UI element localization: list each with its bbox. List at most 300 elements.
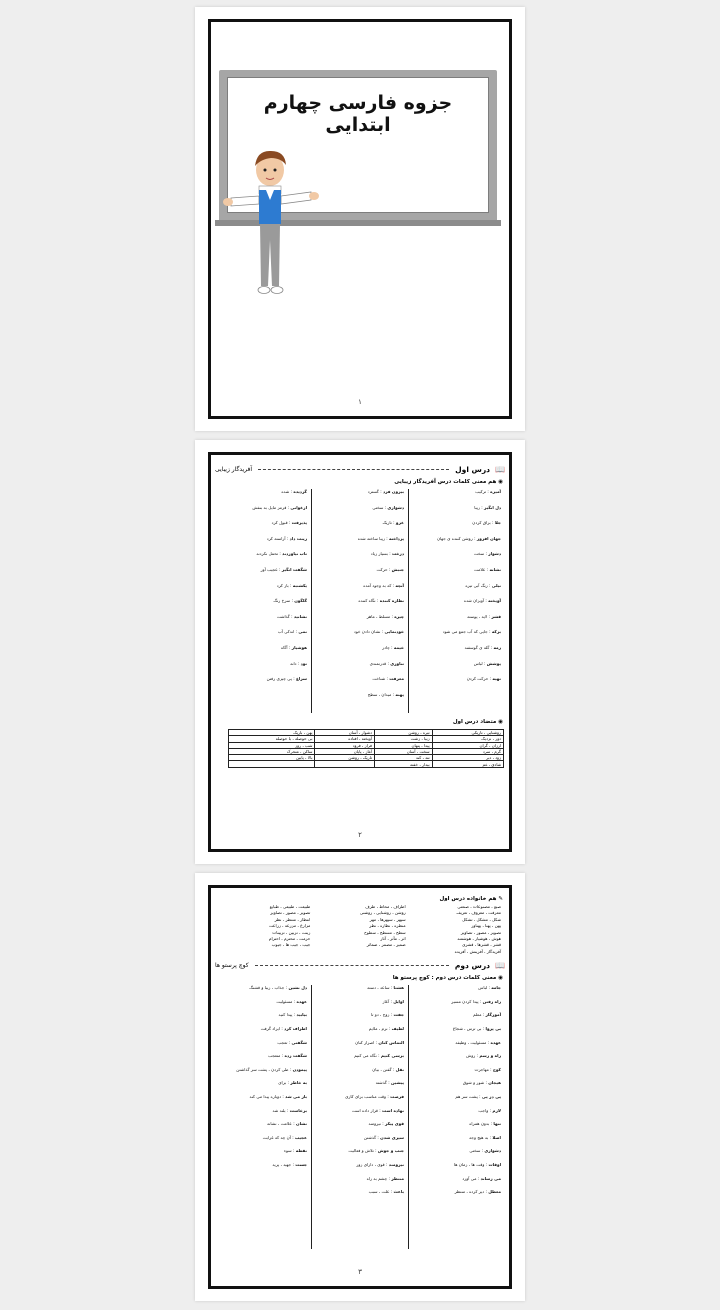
vocab-meaning: نشان دادن خود: [353, 629, 381, 635]
vocab-word: نشانید: [293, 613, 307, 619]
vocab-meaning: سوء: [284, 1148, 292, 1154]
vocab-word: برسی کنیم: [380, 1053, 404, 1059]
vocab-column: [409, 985, 505, 1249]
vocab-word: شگفت زده: [284, 1053, 307, 1059]
vocab-word: اطراف کرد: [284, 1026, 307, 1032]
vocab-word: جست: [295, 1161, 307, 1167]
table-cell: پیدا ، پنهان: [375, 742, 433, 748]
vocab-word: جهان افروز: [476, 535, 501, 541]
vocab-word: جامه: [491, 985, 501, 991]
vocab-entry: تناوری : قدرتمندی: [369, 660, 404, 666]
vocab-entry: بیرون فرد : گسترد: [367, 489, 404, 494]
vocab-entry: قشر : لایه ، پوسته: [467, 613, 501, 619]
vocab-entry: اوقات : وقت ها ، زمان ها: [453, 1161, 501, 1167]
vocab-word: معطل: [488, 1189, 501, 1195]
vocab-entry: نهاده است : قرار داده است: [351, 1107, 404, 1113]
table-cell: روشنایی ، تاریکی: [432, 730, 503, 736]
vocab-word: اوایل: [393, 998, 404, 1004]
vocab-word: شگفتی: [291, 1039, 307, 1045]
table-cell: بالا ، پایین: [229, 755, 315, 761]
vocab-word: نمی: [298, 629, 307, 635]
vocab-meaning: شور و شوق: [462, 1080, 485, 1086]
vocab-meaning: تاریک: [382, 520, 392, 526]
vocab-entry: پهنه : میدان ، سطح: [367, 691, 404, 697]
family-column: [408, 904, 503, 955]
vocab-entry: نیلی : رنگ آبی تیره: [465, 582, 501, 588]
vocab-word: گردیده: [293, 489, 307, 494]
vocab-word: جلا: [494, 520, 501, 526]
vocab-word: خیمه: [393, 644, 404, 650]
vocab-meaning: علامت: [474, 566, 486, 572]
vocab-meaning: حرکت: [376, 566, 388, 572]
vocab-entry: اطراف کرد : ایراد گرفت: [260, 1026, 307, 1032]
vocab-column: [312, 489, 409, 713]
vocab-word: زینت داد: [289, 535, 307, 541]
vocab-entry: دشوار : سخت: [473, 551, 501, 557]
vocab-meaning: ایراد گرفت: [260, 1026, 280, 1032]
vocab-entry: کوچ : مهاجرت: [474, 1066, 501, 1072]
vocab-meaning: زیبا ساخته شده: [357, 535, 385, 541]
vocab-word: برخاست: [289, 1107, 307, 1113]
vocab-entry: پوشش : لباس: [473, 660, 501, 666]
book-icon: 📖: [495, 961, 505, 971]
vocab-column: [215, 489, 312, 713]
vocab-word: بیابید: [296, 1012, 307, 1018]
vocab-meaning: چادر: [382, 644, 390, 650]
family-item: اثر ، مآثر ، آثار: [380, 936, 406, 942]
vocab-meaning: واجب: [478, 1107, 489, 1113]
vocab-entry: لطیف : نرم ، ملایم: [368, 1026, 404, 1032]
vocab-entry: برخاست : بلند شد: [272, 1107, 307, 1113]
vocab-word: نقطه: [295, 1148, 307, 1154]
family-item: حرمت ، محترم ، احترام: [268, 936, 311, 942]
vocab-entry: هشتا : ساعد ، دسته: [367, 985, 404, 991]
table-cell: سخت ، آسان: [375, 748, 433, 754]
vocab-word: پی در پی: [481, 1094, 501, 1099]
vocab-entry: بی پروا : بی ترس ، شجاع: [452, 1026, 501, 1032]
vocab-meaning: پیدا کنید: [278, 1012, 293, 1018]
vocab-entry: پیشین : گذشته: [375, 1080, 404, 1086]
vocab-word: تهیه: [492, 676, 501, 682]
vocab-word: آنچه: [395, 582, 404, 588]
vocab-meaning: چشم به راه: [366, 1175, 388, 1181]
vocab-entry: شگفت زده : متعجب: [268, 1053, 307, 1059]
page-number: ۲: [358, 831, 362, 839]
table-row: [229, 761, 504, 767]
vocab-meaning: دیر کرده ، منتظر: [454, 1189, 485, 1195]
vocab-entry: خیمه : چادر: [382, 644, 404, 650]
vocab-meaning: شناخت: [372, 676, 386, 682]
family-item: شکل ، مشکل ، تشکل: [462, 916, 501, 922]
table-cell: [229, 761, 315, 767]
vocab-entry: برسی کنیم : نگاه می کنیم: [354, 1053, 404, 1059]
table-cell: آغاز ، پایان: [315, 748, 375, 754]
vocab-entry: آنچه : که به وجود آمده: [363, 582, 404, 588]
family-item: پهن ، پهنا ، پهناور: [471, 923, 501, 929]
vocab-word: پیشین: [390, 1080, 404, 1086]
vocab-word: تود: [300, 660, 307, 666]
vocab-word: نیلی: [491, 582, 501, 588]
vocab-entry: نشانید : گذاشت: [276, 613, 307, 619]
vocab-entry: آویخته : آویزان شده: [463, 598, 501, 604]
family-item: انتظار ، منتظر ، نظر: [274, 916, 311, 922]
vocab-word: راه و رسم: [479, 1053, 501, 1059]
vocab-entry: رمه : گله ی گوسفند: [464, 644, 501, 650]
vocab-entry: لازم : واجب: [478, 1107, 501, 1113]
vocab-entry: نمی : اندکی آب: [277, 629, 307, 635]
vocab-entry: منتظر : چشم به راه: [366, 1175, 404, 1181]
vocab-word: پوشش: [486, 660, 501, 666]
vocab-meaning: قوی ، دارای زور: [356, 1161, 385, 1167]
page-frame: [208, 19, 512, 419]
vocab-word: پرداخته: [388, 535, 404, 541]
vocab-entry: می رساند : می آورد: [462, 1175, 501, 1181]
vocab-meaning: میدان ، سطح: [367, 691, 392, 697]
vocab-meaning: زیبا: [474, 504, 480, 510]
vocab-word: اصلا: [492, 1134, 501, 1140]
vocab-word: می رساند: [480, 1175, 501, 1181]
vocab-meaning: دانه: [290, 660, 297, 666]
vocab-entry: تود : دانه: [290, 660, 307, 666]
vocab-word: هشتا: [393, 985, 404, 991]
family-item: اطراف ، محاط ، طرف: [365, 904, 406, 909]
family-item: تصویر ، مصور ، تصاویر: [270, 910, 311, 916]
vocab-meaning: آغاز: [382, 998, 390, 1004]
vocab-meaning: گذاشت: [276, 613, 290, 619]
vocab-entry: آموزگار : معلم: [473, 1012, 501, 1018]
vocab-word: عجیب: [294, 1134, 307, 1140]
vocab-meaning: نگاه کننده: [358, 598, 376, 604]
vocab-word: لازم: [492, 1107, 501, 1113]
vocab-word: نشانه: [489, 566, 501, 572]
book-icon: 📖: [495, 465, 505, 474]
vocab-meaning: دوباره پیدا می کند: [249, 1094, 282, 1099]
family-item: جیب ، جیب ها ، جیوب: [271, 942, 311, 948]
vocab-heading: ◉ معنی کلمات درس دوم : کوچ پرستو ها: [392, 975, 503, 982]
vocab-word: هیجان: [488, 1080, 501, 1086]
lesson-name: کوچ پرستو ها: [215, 962, 249, 970]
vocab-word: لطیف: [391, 1026, 404, 1032]
vocab-heading: ◉ هم معنی کلمات درس آفریدگار زیبایی: [394, 479, 503, 485]
vocab-entry: راه و رسم : روش: [466, 1053, 501, 1059]
lesson-name: آفریدگار زیبایی: [215, 466, 253, 473]
vocab-meaning: جذاب ، زیبا و قشنگ: [249, 985, 285, 991]
table-cell: ساکن ، متحرک: [229, 748, 315, 754]
family-column: [217, 904, 312, 955]
vocab-entry: اصلا : به هیچ وجه: [469, 1134, 501, 1140]
vocab-word: دل انگیز: [484, 504, 501, 510]
vocab-word: پیمودن: [292, 1066, 307, 1072]
vocab-entry: جهان افروز : روشن کننده ی جهان: [436, 535, 501, 541]
antonyms-table: [228, 729, 504, 768]
vocab-word: کوچ: [492, 1066, 501, 1072]
vocab-word: خودنمایی: [384, 629, 404, 635]
family-item: زینت ، تزیین ، تزیینات: [272, 929, 311, 935]
table-cell: [315, 761, 375, 767]
vocab-meaning: نرم ، ملایم: [368, 1026, 388, 1032]
vocab-word: آمیزه: [490, 489, 501, 494]
vocab-entry: دل نشین : جذاب ، زیبا و قشنگ: [249, 985, 307, 991]
vocab-meaning: جایی که آب جمع می شود: [442, 629, 488, 635]
antonyms-heading: ◉ متضاد درس اول: [452, 719, 503, 725]
vocab-entry: نیرومند : قوی ، دارای زور: [356, 1161, 404, 1167]
vocab-word: دشواری: [484, 1148, 501, 1154]
vocab-meaning: قرمز مایل به بنفش: [252, 504, 287, 510]
vocab-column: [409, 489, 505, 713]
family-item: سپهر ، سپهرها ، مهر: [369, 916, 406, 922]
vocab-word: منتظر: [391, 1175, 404, 1181]
family-item: ضمیر ، مضمر ، ضمائر: [366, 942, 406, 948]
lesson-header: [215, 961, 505, 970]
vocab-word: دشوار: [488, 551, 501, 557]
family-item: قشر ، قشرها ، قشری: [462, 942, 501, 948]
vocab-entry: تاب نیاوردند : تحمل نکردند: [256, 551, 307, 557]
vocab-word: برکه: [491, 629, 501, 635]
vocab-word: چیره: [394, 613, 404, 619]
vocab-word: فرصت: [390, 1094, 404, 1099]
bullet-icon: ◉: [498, 975, 503, 982]
vocab-entry: درخت : بسیار زیاد: [370, 551, 404, 557]
vocab-word: نقل: [395, 1066, 404, 1072]
vocab-word: آویخته: [488, 598, 501, 604]
vocab-meaning: سختی: [469, 1148, 481, 1154]
vocab-entry: به خاطر : برای: [278, 1080, 307, 1086]
header-dashes: [258, 469, 449, 470]
vocab-meaning: مسئولیت: [276, 998, 293, 1004]
vocab-meaning: گذشته: [375, 1080, 387, 1086]
bullet-icon: ◉: [498, 479, 503, 485]
vocab-entry: نقطه : سوء: [284, 1148, 307, 1154]
vocab-meaning: معلم: [473, 1012, 482, 1018]
vocab-entry: دشواری : سختی: [469, 1148, 501, 1154]
vocab-meaning: اندکی آب: [277, 629, 295, 635]
bullet-icon: ◉: [498, 719, 503, 725]
vocab-word: گلگون: [294, 598, 307, 604]
family-item: روشن ، روشنایی ، روشنی: [359, 910, 406, 916]
vocab-entry: هیجان : شور و شوق: [462, 1080, 501, 1086]
vocab-meaning: آراسته کرد: [266, 535, 286, 541]
vocab-meaning: برای: [278, 1080, 287, 1086]
vocab-word: دل نشین: [288, 985, 307, 991]
lesson-title: درس دوم: [454, 961, 491, 971]
vocab-meaning: تحمل نکردند: [256, 551, 279, 557]
vocab-entry: جلا : براق کردن: [472, 520, 501, 526]
vocab-word: دشواری: [387, 504, 404, 510]
table-cell: زود ، دیر: [432, 755, 503, 761]
vocab-meaning: بدون همراه: [469, 1121, 490, 1127]
vocab-entry: یکشنبه : باز کرد: [276, 582, 307, 588]
vocab-meaning: اصرار کنان: [355, 1039, 375, 1045]
vocab-word: سپری شدن: [380, 1134, 404, 1140]
vocab-word: عهده: [296, 998, 307, 1004]
vocab-entry: چیره : مسلط ، ماهر: [366, 613, 404, 619]
table-cell: تیره ، روشن: [375, 730, 433, 736]
header-dashes: [255, 965, 449, 966]
vocab-meaning: باز کرد: [276, 582, 289, 588]
cover-title: جزوه فارسی چهارم ابتدایی: [263, 92, 453, 136]
table-cell: تاریک ، روشن: [315, 755, 375, 761]
vocab-meaning: گله ی گوسفند: [464, 644, 490, 650]
vocab-word: به خاطر: [290, 1080, 307, 1086]
vocab-meaning: سخت: [473, 551, 485, 557]
vocab-word: تناوری: [390, 660, 404, 666]
vocab-meaning: مسلط ، ماهر: [366, 613, 391, 619]
family-item: مزارع ، مزرعه ، زراعت: [268, 923, 311, 929]
vocab-word: ارغوانی: [290, 504, 307, 510]
vocab-entry: شگفتی : تعجب: [277, 1039, 307, 1045]
vocab-entry: نقل : گفتن ، بیان: [372, 1066, 404, 1072]
vocab-meaning: ترکیب: [475, 489, 487, 494]
page-number: ۱: [358, 398, 362, 406]
vocab-entry: اوایل : آغاز: [382, 998, 404, 1004]
vocab-column: [312, 985, 409, 1249]
vocab-entry: پذیرفت : قبول کرد: [271, 520, 307, 526]
vocab-meaning: پیدا کردن مسیر: [451, 998, 479, 1004]
table-cell: تند ، کند: [375, 755, 433, 761]
table-cell: پهن ، باریک: [229, 730, 315, 736]
vocab-word: باز می شد: [285, 1094, 307, 1099]
family-item: طبیعت ، طبیعی ، طبایع: [269, 904, 311, 909]
vocab-meaning: لایه ، پوسته: [467, 613, 488, 619]
vocab-entry: جست : جهید ، پرید: [272, 1161, 307, 1167]
vocab-word: جفت: [393, 1012, 404, 1018]
vocab-column: [215, 985, 312, 1249]
vocab-entry: عجیب : آن چه که غرابت: [262, 1134, 307, 1140]
vocab-entry: فرصت : وقت مناسب برای کاری: [345, 1094, 404, 1099]
vocab-entry: نظاره کننده : نگاه کننده: [358, 598, 404, 604]
vocab-meaning: پشت سر هم: [455, 1094, 478, 1099]
vocab-meaning: متعجب: [268, 1053, 281, 1059]
vocab-entry: ارغوانی : قرمز مایل به بنفش: [252, 504, 307, 510]
vocab-word: تاب نیاوردند: [282, 551, 307, 557]
vocab-word: باعث: [393, 1189, 404, 1195]
vocab-entry: دل انگیز : زیبا: [474, 504, 501, 510]
table-cell: دور ، نزدیک: [432, 736, 503, 742]
vocab-entry: پرداخته : زیبا ساخته شده: [357, 535, 404, 541]
family-heading: ✎ هم خانواده درس اول: [439, 896, 503, 902]
vocab-meaning: وقت مناسب برای کاری: [345, 1094, 387, 1099]
vocab-meaning: طی کردن ، پشت سر گذاشتن: [236, 1066, 289, 1072]
vocab-entry: غرو : تاریک: [382, 520, 404, 526]
vocab-meaning: تلاش و فعالیت: [348, 1148, 374, 1154]
table-cell: زیبا ، زشت: [375, 736, 433, 742]
lesson-header: [215, 465, 505, 474]
page-1: [195, 7, 525, 431]
vocab-entry: بیابید : پیدا کنید: [278, 1012, 307, 1018]
vocab-meaning: مهاجرت: [474, 1066, 489, 1072]
vocab-entry: معرفت : شناخت: [372, 676, 404, 682]
vocab-entry: پیمودن : طی کردن ، پشت سر گذاشتن: [236, 1066, 307, 1072]
table-cell: شادی ، غم: [432, 761, 503, 767]
vocab-meaning: می آورد: [462, 1175, 477, 1181]
vocab-meaning: روشن کننده ی جهان: [436, 535, 473, 541]
vocab-meaning: روش: [466, 1053, 476, 1059]
family-item: صنع ، مصنوعات ، صنعتی: [457, 904, 501, 909]
vocab-entry: راه رفتن : پیدا کردن مسیر: [451, 998, 501, 1004]
vocab-word: بیرون فرد: [382, 489, 404, 494]
vocab-meaning: براق کردن: [472, 520, 491, 526]
family-item: سطح ، مسطح ، سطوح: [364, 929, 406, 935]
vocab-word: پذیرفت: [291, 520, 307, 526]
vocab-meaning: آویزان شده: [463, 598, 485, 604]
vocab-entry: جنبش : حرکت: [376, 566, 404, 572]
vocab-meaning: پی چیزی رفتن: [266, 676, 292, 682]
vocab-meaning: لباس: [478, 985, 488, 991]
teacher-boy-illustration: [211, 130, 331, 310]
vocab-word: شگفت انگیز: [281, 566, 307, 572]
vocab-word: نشان: [296, 1121, 307, 1127]
table-cell: گرم ، سرد: [432, 748, 503, 754]
vocab-word: رمه: [493, 644, 501, 650]
vocab-meaning: نیرومند: [368, 1121, 381, 1127]
vocab-word: معرفت: [389, 676, 404, 682]
vocab-meaning: بی ترس ، شجاع: [452, 1026, 482, 1032]
vocab-entry: شگفت انگیز : عجیب آور: [260, 566, 307, 572]
vocab-entry: قوی پیکر : نیرومند: [368, 1121, 404, 1127]
vocab-meaning: جهید ، پرید: [272, 1161, 292, 1167]
page-number: ۳: [358, 1268, 362, 1276]
vocab-word: عهده: [490, 1039, 501, 1045]
vocab-entry: جنب و جوش : تلاش و فعالیت: [348, 1148, 404, 1154]
vocab-meaning: قرار داده است: [351, 1107, 378, 1113]
vocab-word: پهنه: [395, 691, 404, 697]
vocab-entry: گلگون : سرخ رنگ: [273, 598, 307, 604]
vocab-word: غرو: [395, 520, 404, 526]
vocab-entry: آمیزه : ترکیب: [475, 489, 501, 494]
vocab-entry: جامه : لباس: [478, 985, 501, 991]
table-cell: بی حوصله ، با حوصله: [229, 736, 315, 742]
vocab-meaning: سختی: [372, 504, 384, 510]
vocab-columns: [215, 489, 505, 713]
vocab-word: نهاده است: [382, 1107, 404, 1113]
vocab-meaning: آن چه که غرابت: [262, 1134, 291, 1140]
vocab-word: تنها: [493, 1121, 501, 1127]
vocab-word: جنبش: [391, 566, 404, 572]
page-2: [195, 440, 525, 864]
vocab-meaning: لباس: [473, 660, 483, 666]
pencil-icon: ✎: [498, 896, 503, 902]
table-cell: آویخته ، افتاده: [315, 736, 375, 742]
vocab-word: نظاره کننده: [379, 598, 404, 604]
vocab-entry: معطل : دیر کرده ، منتظر: [454, 1189, 501, 1195]
vocab-meaning: گسترد: [367, 489, 379, 494]
family-item: آفریدگار ، آفرینش ، آفریده: [454, 948, 501, 954]
vocab-entry: تهیه : حرکت کردن: [466, 676, 501, 682]
table-cell: بیدار ، خفته: [375, 761, 433, 767]
vocab-meaning: قبول کرد: [271, 520, 288, 526]
table-cell: ارزان ، گران: [432, 742, 503, 748]
table-cell: فراز ، فرود: [315, 742, 375, 748]
vocab-meaning: بسیار زیاد: [370, 551, 388, 557]
vocab-entry: خودنمایی : نشان دادن خود: [353, 629, 404, 635]
vocab-meaning: علامت ، نشانه: [266, 1121, 292, 1127]
lesson-title: درس اول: [455, 465, 491, 474]
vocab-entry: پی در پی : پشت سر هم: [455, 1094, 501, 1099]
family-item: منظره ، نظاره ، نظر: [369, 923, 406, 929]
vocab-entry: نشانه : علامت: [474, 566, 501, 572]
vocab-entry: سپری شدن : گذشتن: [363, 1134, 404, 1140]
vocab-entry: تنها : بدون همراه: [469, 1121, 501, 1127]
vocab-meaning: نگاه می کنیم: [354, 1053, 377, 1059]
page-frame: [208, 885, 512, 1289]
vocab-meaning: وقت ها ، زمان ها: [453, 1161, 485, 1167]
vocab-meaning: گذشتن: [363, 1134, 377, 1140]
vocab-entry: عهده : مسئولیت ، وظیفه: [455, 1039, 501, 1045]
vocab-columns: [215, 985, 505, 1249]
vocab-entry: جفت : زوج ، دو تا: [371, 1012, 404, 1018]
vocab-entry: عهده : مسئولیت: [276, 998, 307, 1004]
family-item: هوش ، هوشیار ، هوشمند: [457, 936, 501, 942]
